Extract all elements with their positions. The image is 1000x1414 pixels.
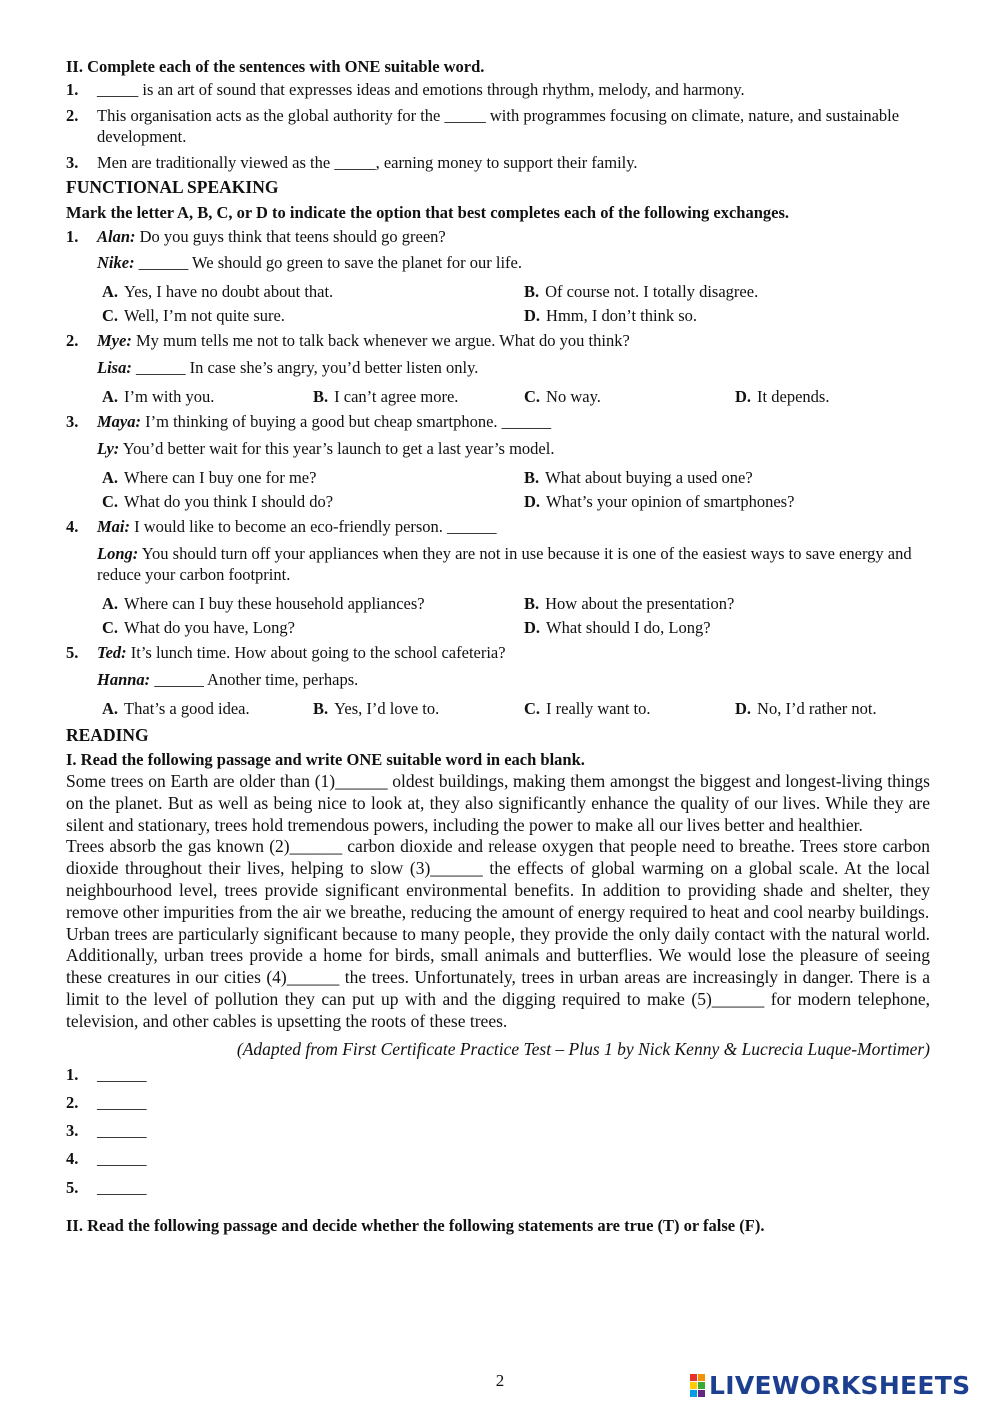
- reading-heading-2: II. Read the following passage and decide whether the following statements are true (T) or false (F).: [66, 1216, 765, 1236]
- option-b[interactable]: B. How about the presentation?: [524, 594, 735, 613]
- question-number: 3.: [66, 412, 79, 431]
- option-c[interactable]: C. I really want to.: [524, 699, 651, 718]
- vocab-item: [66, 79, 930, 100]
- vocab-heading: II. Complete each of the sentences with ONE suitable word.: [66, 57, 485, 76]
- answer-list: [66, 1064, 930, 1205]
- speaker-line: ______ We should go green to save the planet for our life.: [134, 253, 522, 272]
- option-a[interactable]: A. Where can I buy these household appliances?: [102, 594, 425, 613]
- exchange-question: [66, 516, 930, 638]
- passage-paragraph: Trees absorb the gas known (2)______ carbon dioxide and release oxygen that people need to breathe. Trees store carbon dioxide throughout their lives, helping to slow (3)______ the effects of global warming on a global scale. At the local neighbourhood level, trees provide significant environmental benefits. In addition to providing shade and shelter, they remove other impurities from the air we breathe, reducing the amount of energy required to heat and cool nearby buildings.: [66, 836, 930, 922]
- speaker-line: It’s lunch time. How about going to the school cafeteria?: [126, 643, 506, 662]
- option-c[interactable]: C. Well, I’m not quite sure.: [102, 306, 285, 325]
- speaker-line: You should turn off your appliances when they are not in use because it is one of the easiest ways to save energy and reduce your carbon footprint.: [97, 544, 912, 584]
- speaker-name: Long:: [97, 544, 139, 563]
- page-number: 2: [495, 1371, 505, 1390]
- worksheet-page: [66, 56, 930, 1236]
- speaker-line: You’d better wait for this year’s launch to get a last year’s model.: [119, 439, 555, 458]
- speaker-name: Mye:: [97, 331, 132, 350]
- speaker-name: Lisa:: [97, 358, 132, 377]
- vocab-item-number: 3.: [66, 153, 79, 172]
- answer-line: 1. ______: [66, 1064, 147, 1084]
- question-number: 1.: [66, 227, 79, 246]
- exchange-question: [66, 226, 930, 326]
- option-a[interactable]: A. Yes, I have no doubt about that.: [102, 282, 334, 301]
- option-d[interactable]: D. No, I’d rather not.: [735, 699, 877, 718]
- option-b[interactable]: B. What about buying a used one?: [524, 468, 753, 487]
- liveworksheets-logo[interactable]: [690, 1371, 971, 1400]
- option-c[interactable]: C. What do you think I should do?: [102, 492, 334, 511]
- passage-paragraph: Urban trees are particularly significant because to many people, they provide the only daily contact with the natural world. Additionally, urban trees provide a home for birds, small animals and butterflies. We would lose the pleasure of seeing these creatures in our cities (4)______ the trees. Unfortunately, trees in urban areas are increasingly in danger. There is a limit to the level of pollution they can put up with and the digging required to make (5)______ for modern telephone, television, and other cables is upsetting the roots of these trees.: [66, 923, 930, 1031]
- passage-paragraph: Some trees on Earth are older than (1)______ oldest buildings, making them amongst the biggest and longest-living things on the planet. But as well as being nice to look at, they also significantly enhance the quality of our lives. While they are silent and stationary, trees hold tremendous powers, including the power to make all our lives better and healthier.: [66, 771, 930, 835]
- option-a[interactable]: A. Where can I buy one for me?: [102, 468, 317, 487]
- speaker-line: I’m thinking of buying a good but cheap smartphone. ______: [141, 412, 552, 431]
- reading-passage: [66, 771, 930, 1033]
- speaker-name: Nike:: [97, 253, 135, 272]
- option-b[interactable]: B. Of course not. I totally disagree.: [524, 282, 759, 301]
- speaker-line: ______ Another time, perhaps.: [150, 670, 359, 689]
- speaker-name: Hanna:: [97, 670, 151, 689]
- option-d[interactable]: D. What’s your opinion of smartphones?: [524, 492, 795, 511]
- answer-blank[interactable]: ______: [97, 1121, 147, 1141]
- vocab-item-number: 2.: [66, 106, 79, 125]
- speaker-name: Maya:: [97, 412, 141, 431]
- speaker-name: Ted:: [97, 643, 127, 662]
- option-c[interactable]: C. No way.: [524, 387, 601, 406]
- question-number: 4.: [66, 517, 79, 536]
- answer-blank[interactable]: ______: [97, 1064, 147, 1084]
- answer-blank[interactable]: ______: [97, 1149, 147, 1169]
- option-d[interactable]: D. It depends.: [735, 387, 830, 406]
- answer-line: 2. ______: [66, 1092, 147, 1112]
- option-b[interactable]: B. Yes, I’d love to.: [313, 699, 440, 718]
- exchange-question: [66, 330, 930, 407]
- answer-blank[interactable]: ______: [97, 1092, 147, 1112]
- speaker-name: Ly:: [97, 439, 120, 458]
- liveworksheets-icon: [690, 1374, 705, 1397]
- speaker-line: My mum tells me not to talk back whenever we argue. What do you think?: [131, 331, 630, 350]
- vocab-item-text: This organisation acts as the global authority for the _____ with programmes focusing on climate, nature, and sustainable development.: [97, 106, 900, 146]
- speaker-line: Do you guys think that teens should go green?: [135, 227, 446, 246]
- option-d[interactable]: D. Hmm, I don’t think so.: [524, 306, 697, 325]
- answer-line: 3. ______: [66, 1121, 147, 1141]
- answer-line: 5. ______: [66, 1177, 147, 1197]
- speaker-line: I would like to become an eco-friendly person. ______: [130, 517, 497, 536]
- vocab-item-text: Men are traditionally viewed as the _____, earning money to support their family.: [97, 153, 638, 172]
- vocab-item-text: _____ is an art of sound that expresses ideas and emotions through rhythm, melody, and harmony.: [97, 80, 745, 99]
- exchange-question: [66, 642, 930, 719]
- question-number: 5.: [66, 643, 79, 662]
- speaker-name: Alan:: [97, 227, 136, 246]
- option-d[interactable]: D. What should I do, Long?: [524, 618, 711, 637]
- functional-section-title: FUNCTIONAL SPEAKING: [66, 177, 279, 197]
- vocab-item: [66, 105, 930, 147]
- brand-name: LIVEWORKSHEETS: [709, 1371, 971, 1400]
- vocab-item-number: 1.: [66, 80, 79, 99]
- option-a[interactable]: A. That’s a good idea.: [102, 699, 250, 718]
- question-number: 2.: [66, 331, 79, 350]
- speaker-line: ______ In case she’s angry, you’d better listen only.: [131, 358, 479, 377]
- passage-citation: (Adapted from First Certificate Practice Test – Plus 1 by Nick Kenny & Lucrecia Luque-Mortimer): [236, 1038, 930, 1059]
- answer-line: 4. ______: [66, 1149, 147, 1169]
- exchange-question: [66, 411, 930, 512]
- option-c[interactable]: C. What do you have, Long?: [102, 618, 295, 637]
- answer-blank[interactable]: ______: [97, 1177, 147, 1197]
- option-b[interactable]: B. I can’t agree more.: [313, 387, 459, 406]
- reading-section-title: READING: [66, 725, 149, 745]
- functional-instruction: Mark the letter A, B, C, or D to indicate the option that best completes each of the following exchanges.: [66, 203, 790, 222]
- reading-heading-1: I. Read the following passage and write ONE suitable word in each blank.: [66, 750, 585, 769]
- vocab-item: [66, 152, 930, 173]
- option-a[interactable]: A. I’m with you.: [102, 387, 215, 406]
- speaker-name: Mai:: [97, 517, 130, 536]
